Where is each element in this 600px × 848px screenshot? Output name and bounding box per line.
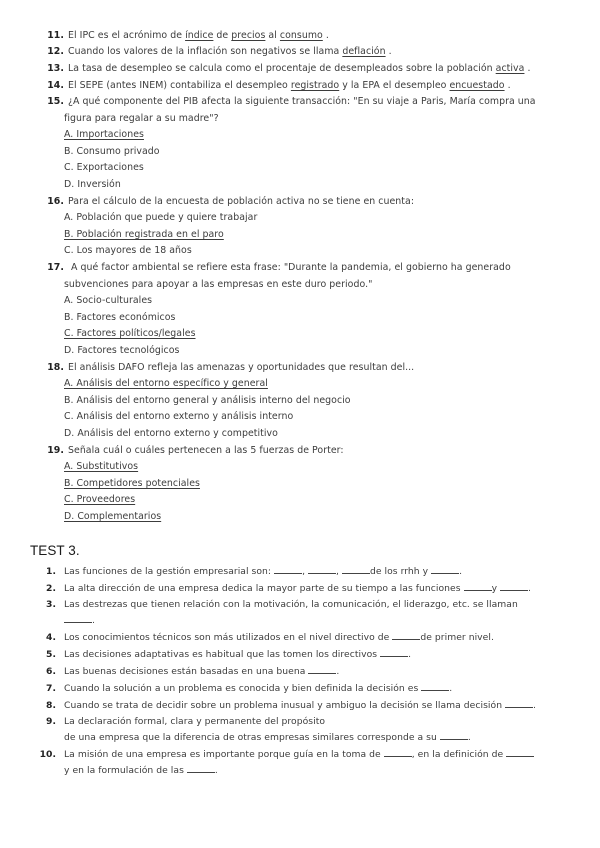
test3-item-6: 6. Las buenas decisiones están basadas en una buena . (46, 666, 340, 677)
test3-item-10: 10. La misión de una empresa es importante porque guía en la toma de , en la definición de (38, 748, 578, 761)
option-15-a: A. Importaciones (64, 129, 144, 140)
answer-blank[interactable] (308, 665, 336, 674)
answer-consumo: consumo (279, 30, 323, 41)
answer-blank[interactable] (392, 631, 420, 640)
option-16-b: B. Población registrada en el paro (64, 229, 224, 240)
answer-blank[interactable] (431, 565, 459, 574)
option-18-a: A. Análisis del entorno específico y general (64, 378, 268, 389)
question-12: 12. Cuando los valores de la inflación son negativos se llama deflación . (47, 46, 392, 57)
answer-precios: precios (231, 30, 266, 41)
test3-item-10-continuation: y en la formulación de las . (64, 765, 218, 776)
option-19-a: A. Substitutivos (64, 461, 139, 472)
answer-blank[interactable] (500, 582, 528, 591)
test3-item-5: 5. Las decisiones adaptativas es habitual que las tomen los directivos . (46, 649, 412, 660)
option-18-b: B. Análisis del entorno general y análisis interno del negocio (64, 395, 351, 406)
answer-blank[interactable] (342, 565, 370, 574)
option-16-a: A. Población que puede y quiere trabajar (64, 212, 258, 223)
option-19-d: D. Complementarios (64, 511, 162, 522)
option-19-c: C. Proveedores (64, 494, 136, 505)
question-17: 17. A qué factor ambiental se refiere esta frase: "Durante la pandemia, el gobierno ha generado (47, 262, 511, 273)
option-17-d: D. Factores tecnológicos (64, 345, 180, 356)
answer-blank[interactable] (440, 731, 468, 740)
section-title-test-3: TEST 3. (30, 543, 80, 558)
test3-item-3: 3. Las destrezas que tienen relación con la motivación, la comunicación, el liderazgo, etc. se llaman (46, 599, 518, 610)
option-16-c: C. Los mayores de 18 años (64, 245, 192, 256)
option-15-d: D. Inversión (64, 179, 121, 190)
question-13: 13. La tasa de desempleo se calcula como el procentaje de desempleados sobre la población activa . (47, 63, 531, 74)
answer-indice: índice (185, 30, 214, 41)
answer-blank[interactable] (464, 582, 492, 591)
test3-item-1: 1. Las funciones de la gestión empresarial son: , , de los rrhh y . (46, 566, 463, 577)
option-15-c: C. Exportaciones (64, 162, 144, 173)
question-15-continuation: figura para regalar a su madre"? (64, 113, 219, 124)
answer-blank[interactable] (274, 565, 302, 574)
answer-registrado: registrado (290, 80, 340, 91)
question-19: 19. Señala cuál o cuáles pertenecen a las 5 fuerzas de Porter: (47, 445, 344, 456)
test3-item-3-continuation: . (64, 614, 264, 627)
question-16: 16. Para el cálculo de la encuesta de población activa no se tiene en cuenta: (47, 196, 415, 207)
question-14: 14. El SEPE (antes INEM) contabiliza el desempleo registrado y la EPA el desempleo encuestado . (47, 80, 511, 91)
option-18-d: D. Análisis del entorno externo y competitivo (64, 428, 278, 439)
test3-item-4: 4. Los conocimientos técnicos son más utilizados en el nivel directivo de de primer nivel. (46, 632, 494, 643)
answer-blank[interactable] (384, 748, 412, 757)
option-19-b: B. Competidores potenciales (64, 478, 200, 489)
option-18-c: C. Análisis del entorno externo y análisis interno (64, 411, 294, 422)
option-15-b: B. Consumo privado (64, 146, 160, 157)
answer-blank[interactable] (506, 748, 534, 757)
test3-item-7: 7. Cuando la solución a un problema es conocida y bien definida la decisión es . (46, 683, 453, 694)
answer-blank[interactable] (187, 764, 215, 773)
option-17-b: B. Factores económicos (64, 312, 176, 323)
test3-item-9-continuation: de una empresa que la diferencia de otras empresas similares corresponde a su . (64, 732, 471, 743)
question-number: 11. (47, 30, 64, 41)
answer-blank[interactable] (505, 699, 533, 708)
option-17-a: A. Socio-culturales (64, 295, 153, 306)
question-18: 18. El análisis DAFO refleja las amenazas y oportunidades que resultan del... (47, 362, 415, 373)
test3-item-9: 9. La declaración formal, clara y permanente del propósito (46, 716, 326, 727)
answer-blank[interactable] (64, 614, 92, 623)
test3-item-8: 8. Cuando se trata de decidir sobre un problema inusual y ambiguo la decisión se llama decisión . (46, 700, 537, 711)
option-17-c: C. Factores políticos/legales (64, 328, 196, 339)
answer-activa: activa (495, 63, 525, 74)
answer-blank[interactable] (380, 648, 408, 657)
question-11: 11. El IPC es el acrónimo de índice de precios al consumo . (38, 30, 558, 42)
test3-item-2: 2. La alta dirección de una empresa dedica la mayor parte de su tiempo a las funciones y . (46, 583, 532, 594)
answer-blank[interactable] (308, 565, 336, 574)
question-15: 15. ¿A qué componente del PIB afecta la siguiente transacción: "En su viaje a Paris, María compra una (47, 96, 536, 107)
answer-deflacion: deflación (342, 46, 386, 57)
answer-encuestado: encuestado (449, 80, 505, 91)
question-17-continuation: subvenciones para apoyar a las empresas en este duro periodo." (64, 279, 373, 290)
answer-blank[interactable] (421, 682, 449, 691)
